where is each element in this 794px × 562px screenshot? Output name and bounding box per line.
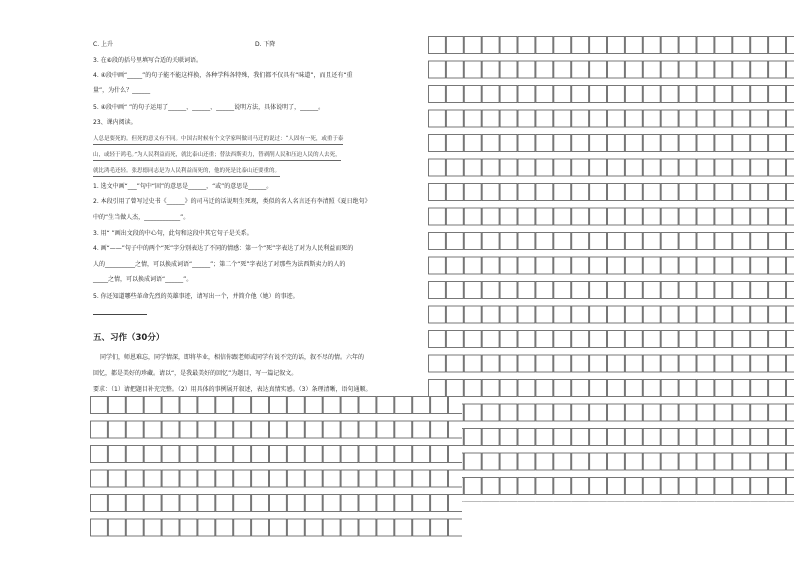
answer-line [93,314,147,315]
passage-line-2: 山，或轻于鸿毛。”为人民利益而死，就比泰山还重；替法西斯卖力，替剥削人民和压迫人民的人去死， [93,151,341,161]
s23-question-4-line2: 人的__________之情，可以换成词语“______”；第二个“死”字表达了对那些为法西斯卖力的人的 [93,261,346,268]
composition-prompt-line2: 回忆，都是美好的珍藏。请以“，是我最美好的回忆”为题目，写一篇记叙文。 [93,370,298,377]
section-23-heading: 23、课内阅读。 [93,119,137,126]
question-3: 3. 在⑥段的括号里填写合适的关联词语。 [93,57,203,64]
option-d: D. 下降 [255,41,276,48]
composition-prompt-line1: 同学们，师恩难忘，同学情深，即将毕业，相信你跟老师或同学有说不完的话，叙不尽的情。六年的 [100,354,365,361]
s23-question-5: 5. 你还知道哪些革命先烈的英雄事迹，请写出一个，并简介他（她）的事迹。 [93,293,299,300]
question-5: 5. ④段中画“ ”的句子运用了______、______、______说明方法，具体说明了，______。 [93,104,325,111]
s23-question-3: 3. 用“ ”画出文段的中心句，此句和这段中其它句子是关系。 [93,230,253,237]
question-4-line2: 量”，为什么？______ [93,87,151,94]
composition-heading: 五、习作（30分） [93,333,165,343]
question-4-line1: 4. ④段中画“_____”的句子能不能这样换，各种学科各特殊，我们都不仅具有“味道”，而且还有“重 [93,72,353,79]
s23-question-2-line1: 2. 本段引用了曾写过史书《______》的司马迁的话说明生死观，类似的名人名言还有李清照《夏日绝句》 [93,198,371,205]
s23-question-2-line2: 中的“生当做人杰，____________”。 [93,214,190,221]
s23-question-4-line1: 4. 画“——”句子中的两个“死”字分别表达了不同的情感：第一个“死”字表达了对为人民利益而死的 [93,245,354,252]
writing-grid-left [90,396,462,548]
s23-question-1: 1. 选文中画“___”句中“固”的意思是______，“或”的意思是______。 [93,183,273,190]
passage-line-3: 就比鸿毛还轻。张思德同志是为人民利益而死的，他的死是比泰山还要重的。 [93,167,280,177]
composition-requirements: 要求：（1）请把题目补充完整。（2）用具体的事例展开叙述，表达真情实感。（3）条理清晰，语句通顺。 [93,386,372,393]
passage-line-1: 人总是要死的。但死的意义有不同。中国古时候有个文学家叫做司马迁的说过：“人固有一死，或重于泰 [93,135,343,145]
s23-question-4-line3: _____之情，可以换成词语“______”。 [93,276,193,283]
writing-grid-right [428,36,794,516]
option-c: C. 上升 [93,41,114,48]
